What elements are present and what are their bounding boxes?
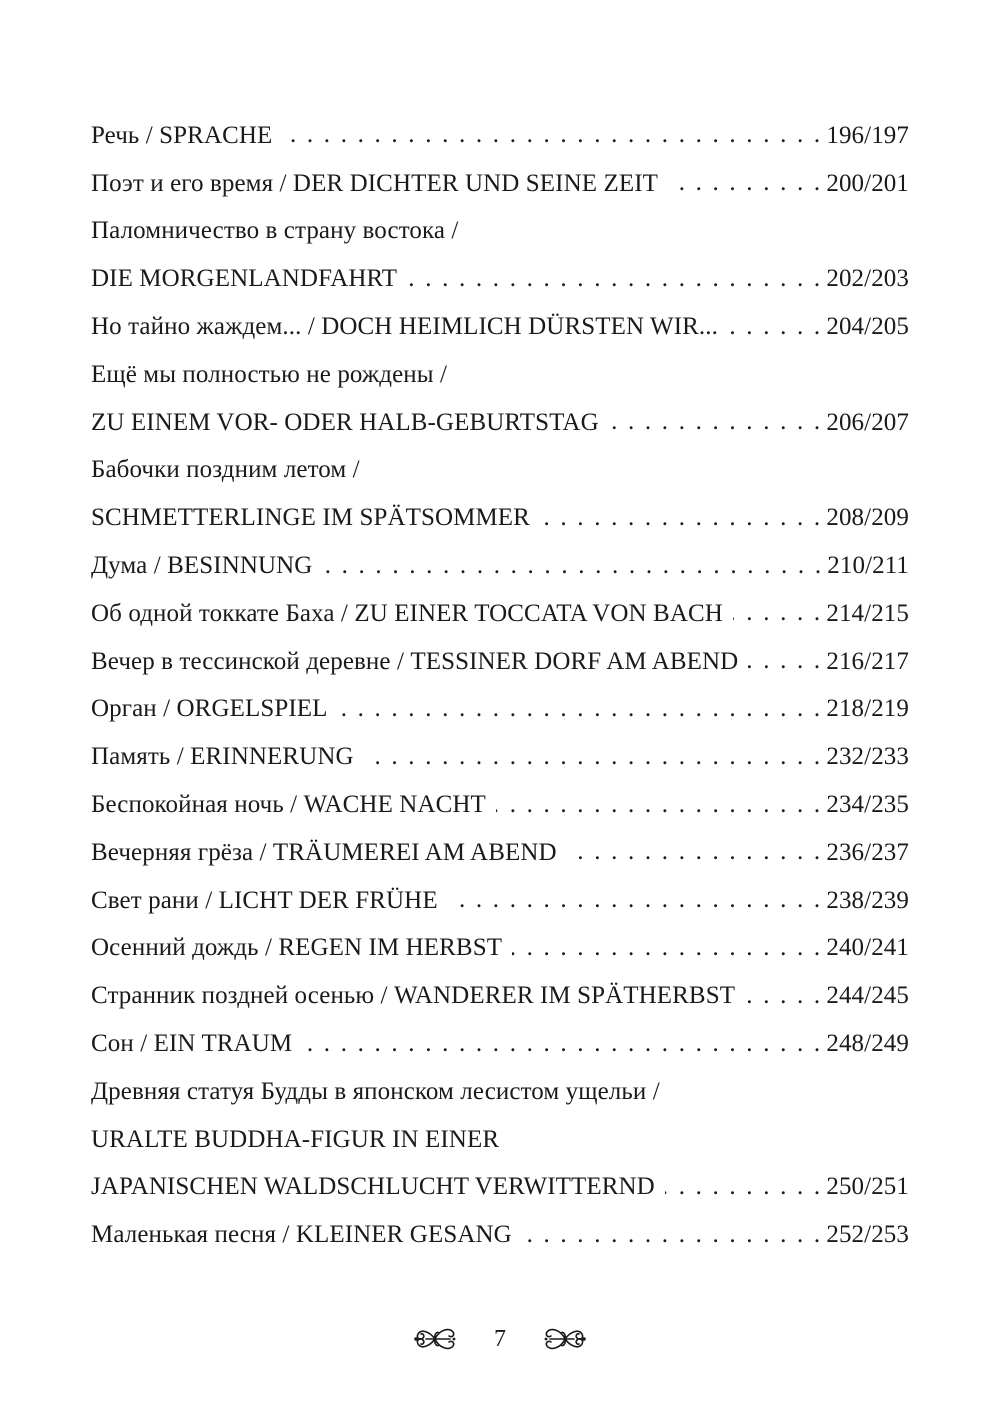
toc-entry-heading — [91, 351, 909, 399]
toc-dot-leader — [364, 745, 823, 770]
toc-entry-title: Осенний дождь / REGEN IM HERBST — [91, 934, 503, 962]
toc-dot-leader — [609, 410, 823, 435]
toc-entry-title: Паломничество в страну востока / — [91, 217, 459, 245]
toc-entry-title: URALTE BUDDHA-FIGUR IN EINER — [91, 1125, 500, 1153]
toc-entry-title: Свет рани / LICHT DER FRÜHE — [91, 886, 438, 914]
toc-entry-title: Ещё мы полностью не рождены / — [91, 360, 448, 388]
toc-dot-leader — [668, 171, 822, 196]
toc-entry[interactable] — [91, 399, 909, 447]
toc-entry[interactable] — [91, 733, 909, 781]
toc-dot-leader — [567, 840, 823, 865]
toc-entry-heading — [91, 447, 909, 495]
toc-entry[interactable] — [91, 686, 909, 734]
toc-dot-leader — [407, 267, 822, 292]
toc-entry-title: Беспокойная ночь / WACHE NACHT — [91, 791, 486, 819]
toc-entry-page: 248/249 — [826, 1030, 909, 1058]
toc-entry[interactable] — [91, 877, 909, 925]
toc-entry-title: Вечер в тессинской деревне / TESSINER DORF AM ABEND — [91, 647, 739, 675]
toc-entry[interactable] — [91, 925, 909, 973]
toc-entry-page: 250/251 — [826, 1173, 909, 1201]
toc-entry-title: Об одной токкате Баха / ZU EINER TOCCATA VON BACH — [91, 599, 723, 627]
toc-dot-leader — [522, 1223, 823, 1248]
toc-entry[interactable] — [91, 781, 909, 829]
toc-entry-page: 240/241 — [826, 934, 909, 962]
toc-entry[interactable] — [91, 829, 909, 877]
page-number: 7 — [494, 1326, 506, 1352]
toc-entry-page: 200/201 — [826, 169, 909, 197]
toc-entry[interactable] — [91, 590, 909, 638]
toc-entry-page: 238/239 — [826, 886, 909, 914]
toc-entry-title: Маленькая песня / KLEINER GESANG — [91, 1221, 512, 1249]
toc-entry-heading — [91, 1116, 909, 1164]
toc-entry-title: Память / ERINNERUNG — [91, 743, 354, 771]
toc-entry-title: DIE MORGENLANDFAHRT — [91, 265, 398, 293]
toc-entry-title: Древняя статуя Будды в японском лесистом ущельи / — [91, 1077, 660, 1105]
toc-entry[interactable] — [91, 494, 909, 542]
toc-entry[interactable] — [91, 160, 909, 208]
toc-entry[interactable] — [91, 255, 909, 303]
toc-entry-title: JAPANISCHEN WALDSCHLUCHT VERWITTERND — [91, 1173, 655, 1201]
toc-dot-leader — [665, 1175, 823, 1200]
toc-entry-title: Странник поздней осенью / WANDERER IM SPÄTHERBST — [91, 982, 736, 1010]
toc-entry-page: 236/237 — [826, 838, 909, 866]
toc-entry[interactable] — [91, 303, 909, 351]
flourish-ornament-icon — [542, 1319, 588, 1359]
toc-entry-title: Сон / EIN TRAUM — [91, 1030, 293, 1058]
toc-dot-leader — [512, 936, 822, 961]
toc-entry[interactable] — [91, 1211, 909, 1259]
toc-entry-title: ZU EINEM VOR- ODER HALB-GEBURTSTAG — [91, 408, 599, 436]
toc-dot-leader — [540, 506, 822, 531]
toc-entry-page: 206/207 — [826, 408, 909, 436]
toc-entry-page: 202/203 — [826, 265, 909, 293]
toc-dot-leader — [745, 984, 822, 1009]
toc-dot-leader — [733, 601, 822, 626]
toc-entry[interactable] — [91, 542, 909, 590]
flourish-ornament-icon — [412, 1319, 458, 1359]
toc-entry-title: Но тайно жаждем... / DOCH HEIMLICH DÜRSTEN WIR... — [91, 313, 718, 341]
toc-entry-page: 216/217 — [826, 647, 909, 675]
toc-entry-title: Орган / ORGELSPIEL — [91, 695, 328, 723]
toc-entry-title: Бабочки поздним летом / — [91, 456, 360, 484]
toc-dot-leader — [302, 1032, 822, 1057]
toc-entry-title: SCHMETTERLINGE IM SPÄTSOMMER — [91, 504, 530, 532]
toc-entry[interactable] — [91, 972, 909, 1020]
toc-entry-title: Дума / BESINNUNG — [91, 552, 313, 580]
toc-entry-page: 196/197 — [826, 121, 909, 149]
toc-entry[interactable] — [91, 112, 909, 160]
toc-entry-page: 234/235 — [826, 791, 909, 819]
toc-entry-heading — [91, 208, 909, 256]
toc-dot-leader — [282, 123, 822, 148]
toc-dot-leader — [748, 649, 822, 674]
toc-entry[interactable] — [91, 1164, 909, 1212]
toc-entry-page: 218/219 — [826, 695, 909, 723]
toc-dot-leader — [322, 554, 823, 579]
toc-entry-title: Речь / SPRACHE — [91, 121, 273, 149]
toc-entry-page: 252/253 — [826, 1221, 909, 1249]
toc-entry[interactable] — [91, 1020, 909, 1068]
page-footer — [0, 1314, 1000, 1364]
toc-entry-page: 214/215 — [826, 599, 909, 627]
toc-entry-page: 210/211 — [827, 552, 909, 580]
toc-entry-page: 204/205 — [826, 313, 909, 341]
toc-dot-leader — [496, 793, 822, 818]
toc-entry-heading — [91, 1068, 909, 1116]
toc-dot-leader — [338, 697, 823, 722]
toc-entry[interactable] — [91, 638, 909, 686]
toc-entry-title: Вечерняя грёза / TRÄUMEREI AM ABEND — [91, 838, 557, 866]
toc-entry-page: 244/245 — [826, 982, 909, 1010]
toc-entry-page: 232/233 — [826, 743, 909, 771]
toc-dot-leader — [448, 888, 823, 913]
toc-entry-page: 208/209 — [826, 504, 909, 532]
toc-dot-leader — [728, 315, 822, 340]
table-of-contents — [91, 112, 909, 1259]
toc-entry-title: Поэт и его время / DER DICHTER UND SEINE ZEIT — [91, 169, 658, 197]
